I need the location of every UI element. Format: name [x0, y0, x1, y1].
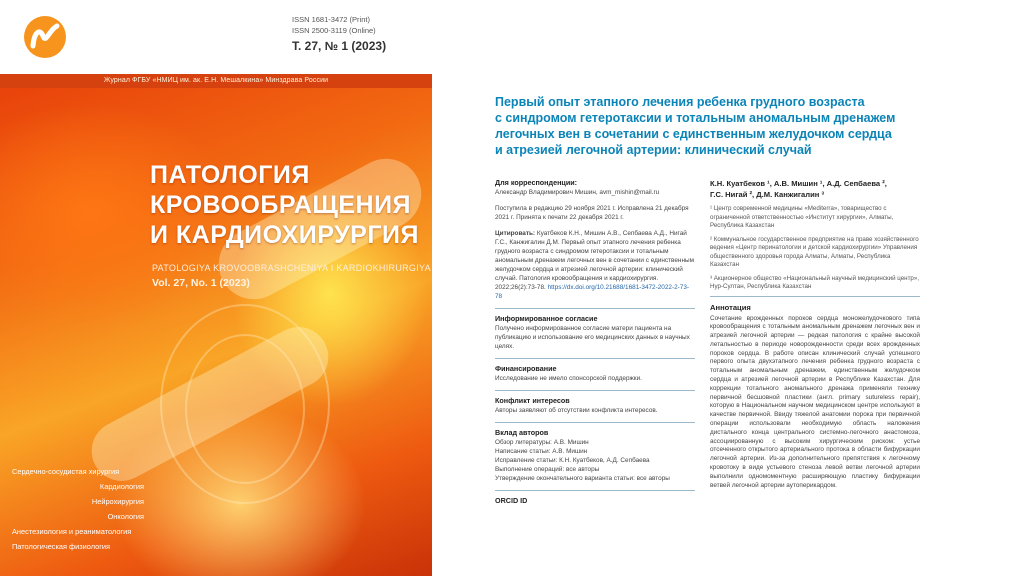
contrib-item: Утверждение окончательного варианта статьи: все авторы	[495, 475, 670, 482]
issue-volume: Т. 27, № 1 (2023)	[292, 39, 387, 53]
abstract-heading: Аннотация	[710, 302, 751, 312]
received-dates: Поступила в редакцию 29 ноября 2021 г. Исправлена 21 декабря 2021 г. Принята к печати 22 декабря 2021 г.	[495, 205, 689, 221]
contrib-item: Обзор литературы: А.В. Мишин	[495, 439, 589, 446]
article-right-column	[710, 178, 920, 490]
authors-list	[710, 178, 920, 200]
article-title-line: легочных вен в сочетании с единственным желудочком сердца	[495, 127, 892, 141]
cite-heading: Цитировать:	[495, 230, 536, 237]
issn-block	[292, 14, 386, 53]
cover-volume: Vol. 27, No. 1 (2023)	[152, 277, 250, 289]
cover-section-item: Нейрохирургия	[91, 497, 144, 506]
orcid-heading: ORCID ID	[495, 496, 528, 505]
journal-cover	[0, 74, 432, 576]
cover-sections-list	[0, 464, 150, 554]
divider	[495, 308, 695, 309]
authors-line: К.Н. Куатбеков ¹, А.В. Мишин ¹, А.Д. Сепбаева ²,	[710, 179, 887, 188]
cover-title-line: КРОВООБРАЩЕНИЯ	[150, 191, 412, 219]
contrib-item: Исправление статьи: К.Н. Куатбеков, А.Д. Сепбаева	[495, 457, 650, 464]
cover-journal-line: Журнал ФГБУ «НМИЦ им. ак. Е.Н. Мешалкина» Минздрава России	[103, 77, 329, 84]
correspondence-heading: Для корреспонденции:	[495, 178, 578, 187]
cover-section-item: Патологическая физиология	[12, 542, 111, 551]
divider	[495, 490, 695, 491]
authors-line: Г.С. Нигай ², Д.М. Канжигалин ³	[710, 190, 824, 199]
article-title	[495, 94, 915, 158]
article-title-line: Первый опыт этапного лечения ребенка грудного возраста	[495, 95, 865, 109]
cover-subtitle: PATOLOGIYA KROVOOBRASHCHENIYA I KARDIOKHIRURGIYA	[152, 263, 431, 273]
conflict-heading: Конфликт интересов	[495, 396, 570, 405]
affiliation: ³ Акционерное общество «Национальный научный медицинский центр», Нур-Султан, Республика Казахстан	[710, 274, 920, 290]
cover-title-line: И КАРДИОХИРУРГИЯ	[150, 221, 419, 249]
issn-print: ISSN 1681-3472 (Print)	[292, 15, 370, 24]
consent-text: Получено информированное согласие матери пациента на публикацию и использование его медицинских данных в научных целях.	[495, 325, 690, 350]
divider	[495, 390, 695, 391]
funding-heading: Финансирование	[495, 364, 557, 373]
article-header	[495, 94, 915, 158]
divider	[495, 358, 695, 359]
cover-title-line: ПАТОЛОГИЯ	[150, 161, 310, 189]
cite-text: Куатбеков К.Н., Мишин А.В., Сепбаева А.Д., Нигай Г.С., Канжигалин Д.М. Первый опыт этапного лечения ребенка грудного возраста с синдромом гетеротаксии и тотальным аномальным дренажем легочных вен в сочетании с единственным желудочком сердца и атрезией легочной артерии: клинический случай. Патология кровообращения и кардиохирургия. 2022;26(2):73-78.	[495, 230, 694, 291]
cover-heart-shape	[185, 334, 305, 484]
cover-section-item: Онкология	[107, 512, 144, 521]
consent-heading: Информированное согласие	[495, 314, 598, 323]
divider	[710, 296, 920, 297]
conflict-text: Авторы заявляют об отсутствии конфликта интересов.	[495, 407, 658, 414]
cover-title	[150, 160, 419, 250]
journal-logo-icon	[22, 14, 68, 60]
contrib-item: Выполнение операций: все авторы	[495, 466, 600, 473]
article-title-line: с синдромом гетеротаксии и тотальным аномальным дренажем	[495, 111, 896, 125]
affiliation: ¹ Центр современной медицины «Mediterra», товарищество с ограниченной ответственностью «Институт хирургии», Алматы, Республика Казахстан	[710, 205, 894, 229]
article-left-column	[495, 178, 695, 506]
abstract-text: Сочетание врожденных пороков сердца моножелудочкового типа кровообращения с тотальным аномальным дренажем легочных вен и атрезией легочной артерии — редкая патология с крайне высокой летальностью в периоде новорожденности среди всех врожденных пороков сердца. В работе описан клинический случай успешного первого опыта двухэтапного лечения ребенка грудного возраста с тотальным аномальным дренажем, единственным желудочком сердца и атрезией легочной артерии в Республике Казахстан. Для коррекции тотального аномального дренажа применяли технику первичной бесшовной пластики (англ. primary sutureless repair), которую в Национальном научном медицинском центре используют в качестве первичной. Ввиду тяжелой анатомии порока при первичной операции использовали необходимую область наложения дистального конца центрального системно-легочного анастомоза, ассоциированную с высоким хирургическим риском: устье отсеченного открытого артериального протока в области бифуркации легочной артерии. Из-за дополнительного препятствия к легочному кровотоку в виде устьевого стеноза левой ветви легочной артерии выполнили одномоментную расширяющую пластику бифуркации ветвей легочной артерии аутоперикардом.	[710, 314, 920, 489]
doi-link[interactable]: https://dx.doi.org/10.21688/1681-3472-2022-2-73-78	[495, 284, 689, 300]
article-title-line: и атрезией легочной артерии: клинический случай	[495, 143, 812, 157]
cover-section-item: Сердечно-сосудистая хирургия	[12, 467, 120, 476]
contrib-heading: Вклад авторов	[495, 428, 549, 437]
contrib-item: Написание статьи: А.В. Мишин	[495, 448, 588, 455]
issn-online: ISSN 2500-3119 (Online)	[292, 26, 376, 35]
funding-text: Исследование не имело спонсорской поддержки.	[495, 375, 642, 382]
affiliation: ² Коммунальное государственное предприятие на праве хозяйственного ведения «Центр перинатологии и детской кардиохирургии» Управления общественного здоровья города Алматы, Алматы, Республика Казахстан	[710, 235, 919, 268]
cover-section-item: Анестезиология и реаниматология	[12, 527, 132, 536]
divider	[495, 422, 695, 423]
cover-section-item: Кардиология	[99, 482, 144, 491]
correspondence-text: Александр Владимирович Мишин, avm_mishin@mail.ru	[495, 189, 660, 196]
